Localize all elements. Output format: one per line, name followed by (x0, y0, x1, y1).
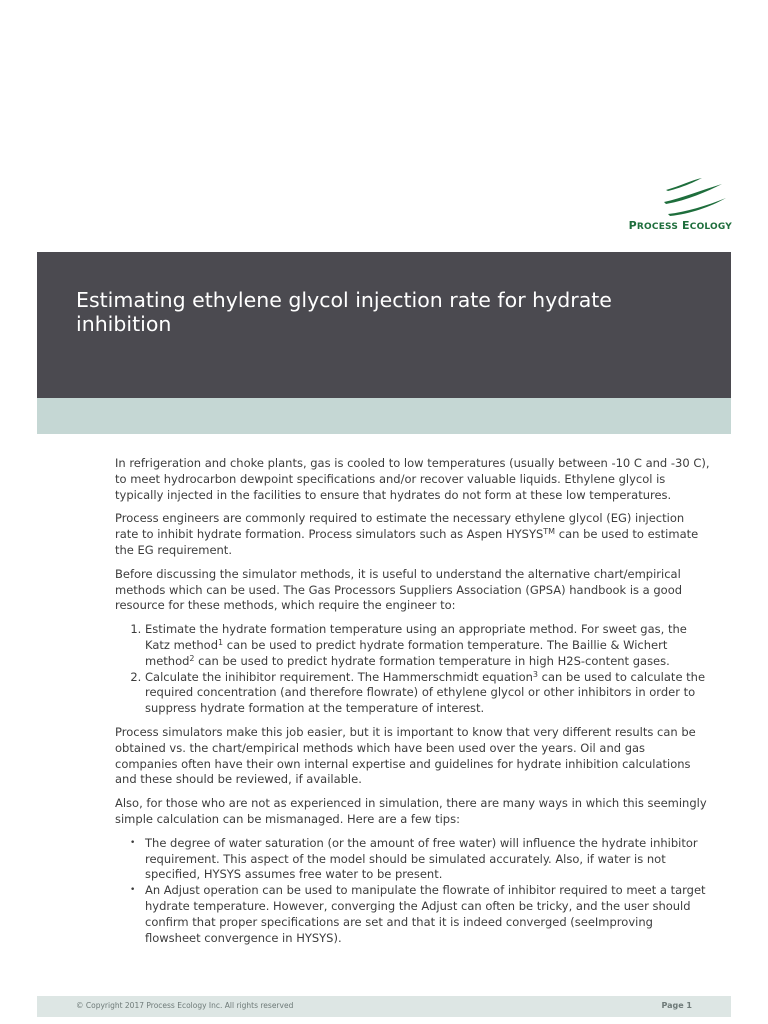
step-1-text-a: Estimate the hydrate formation temperature using an appropriate method. For sweet gas, the Katz method (145, 622, 687, 652)
step-2-text-b: can be used to calculate the required concentration (and therefore flowrate) of ethylene glycol or other inhibitors in order to suppress hydrate formation at the temperature of interest. (145, 669, 706, 716)
accent-band (37, 398, 731, 434)
list-item-tip-2 (130, 883, 710, 946)
logo-letter-e: E (682, 219, 690, 232)
bullet-icon: • (130, 885, 136, 896)
logo-letter-p: P (628, 219, 637, 232)
page-title: Estimating ethylene glycol injection rate for hydrate inhibition (76, 288, 612, 336)
list-item-step-1 (145, 622, 710, 669)
steps-list (115, 622, 710, 717)
copyright-text: © Copyright 2017 Process Ecology Inc. All rights reserved (76, 1001, 294, 1010)
leaf-swoosh-icon (662, 176, 728, 218)
step-1-text-b: can be used to predict hydrate formation temperature. The Baillie & Wichert method (145, 637, 668, 668)
paragraph-methods: Before discussing the simulator methods, it is useful to understand the alternative chart/empirical methods which can be used. The Gas Processors Suppliers Association (GPSA) handbook is a good resource for these methods, which require the engineer to: (115, 566, 683, 613)
footnote-ref-2: 2 (189, 653, 195, 663)
page-number: Page 1 (661, 1001, 692, 1010)
paragraph-simulators-text-a: Process engineers are commonly required to estimate the necessary ethylene glycol (EG) injection rate to inhibit hydrate formation. Process simulators such as Aspen HYSYS (115, 511, 685, 542)
trademark-superscript: TM (543, 527, 556, 537)
title-banner (37, 252, 731, 398)
bullet-icon: • (130, 837, 136, 848)
footnote-ref-3: 3 (532, 669, 538, 679)
list-item-tip-1 (130, 835, 710, 883)
company-logo (610, 176, 732, 234)
paragraph-tips-intro: Also, for those who are not as experienced in simulation, there are many ways in which this seemingly simple calculation can be mismanaged. Here are a few tips: (115, 796, 707, 826)
list-item-step-2 (145, 670, 710, 717)
logo-word-rocess: ROCESS (636, 222, 679, 232)
step-1-text-c: can be used to predict hydrate formation temperature in high H2S-content gases. (194, 653, 670, 668)
footnote-ref-1: 1 (218, 637, 224, 647)
paragraph-simulators-easier: Process simulators make this job easier, but it is important to know that very different results can be obtained vs. the chart/empirical methods which have been used over the years. Oil and gas companies often have their own internal expertise and guidelines for hydrate inhibition calculations and these should be reviewed, if available. (115, 724, 696, 787)
paragraph-simulators-text-b: can be used to estimate the EG requirement. (115, 527, 699, 557)
step-2-text-a: Calculate the inihibitor requirement. The Hammerschmidt equation (145, 669, 533, 684)
tip-2-text: An Adjust operation can be used to manipulate the flowrate of inhibitor required to meet a target hydrate temperature. However, converging the Adjust can often be tricky, and the user should confirm that proper specifications are set and that it is indeed converged (seeImproving flowsheet convergence in HYSYS). (145, 883, 706, 945)
tips-list (115, 836, 710, 947)
article-body (115, 456, 710, 946)
logo-word-cology: COLOGY (689, 222, 732, 232)
paragraph-intro: In refrigeration and choke plants, gas is cooled to low temperatures (usually between -10 C and -30 C), to meet hydrocarbon dewpoint specifications and/or recover valuable liquids. Ethylene glycol is typically injected in the facilities to ensure that hydrates do not form at these low temperatures. (115, 456, 710, 502)
tip-1-text: The degree of water saturation (or the amount of free water) will influence the hydrate inhibitor requirement. This aspect of the model should be simulated accurately. Also, if water is not specified, HYSYS assumes free water to be present. (145, 835, 698, 882)
page-footer (37, 996, 731, 1017)
paragraph-simulators (115, 511, 710, 558)
logo-wordmark (629, 219, 732, 232)
